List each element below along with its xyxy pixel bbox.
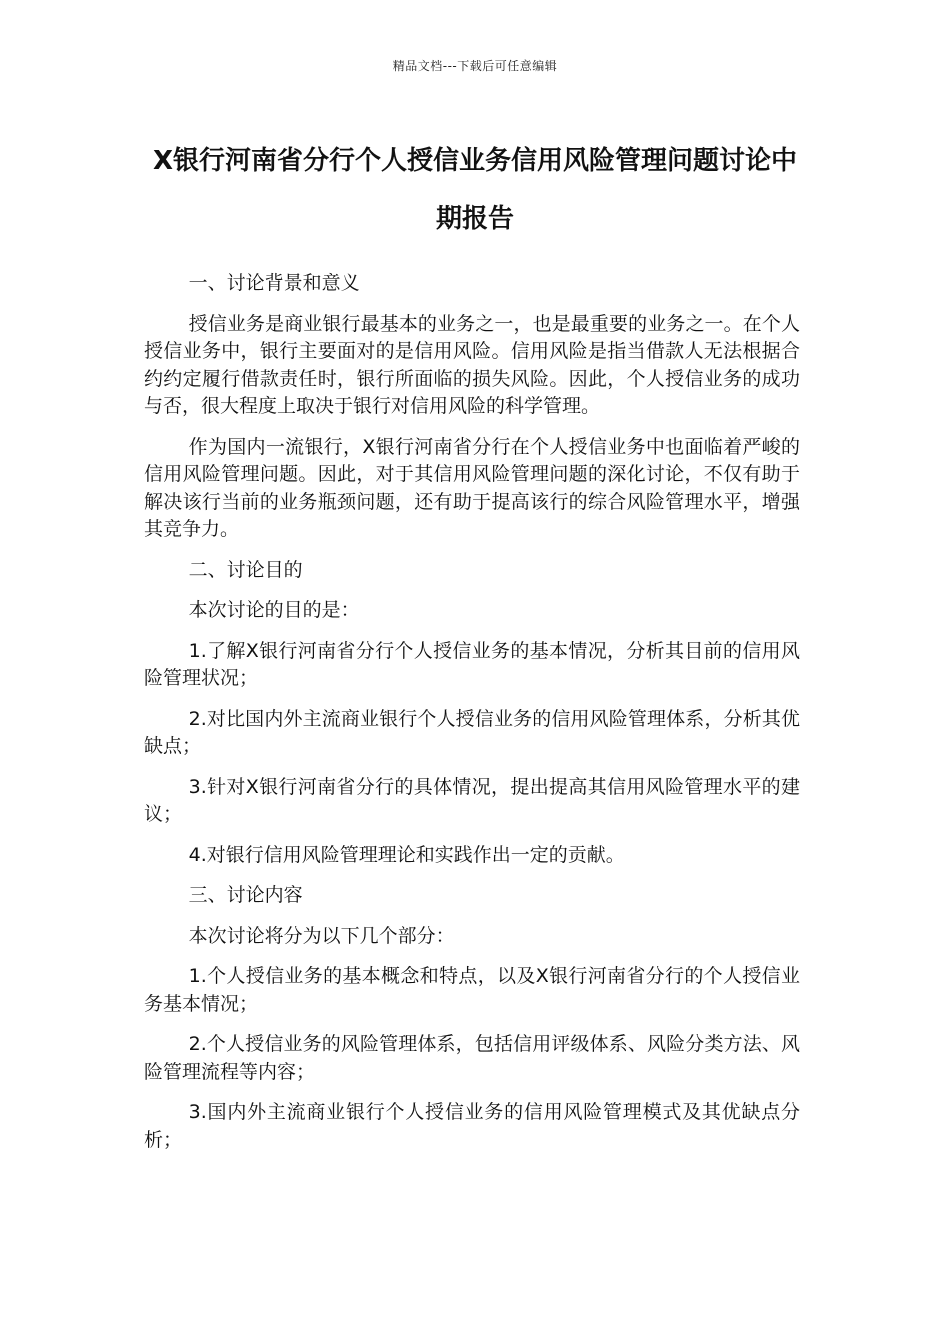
page-header-note: 精品文档---下载后可任意编辑 bbox=[392, 59, 558, 73]
list-item: 4.对银行信用风险管理理论和实践作出一定的贡献。 bbox=[188, 843, 625, 866]
list-item: 2.对比国内外主流商业银行个人授信业务的信用风险管理体系，分析其优缺点； bbox=[144, 707, 800, 757]
document-body bbox=[144, 270, 800, 1167]
list-item: 2.个人授信业务的风险管理体系，包括信用评级体系、风险分类方法、风险管理流程等内容； bbox=[144, 1033, 800, 1083]
list-item: 3.国内外主流商业银行个人授信业务的信用风险管理模式及其优缺点分析； bbox=[144, 1101, 800, 1151]
body-paragraph: 本次讨论将分为以下几个部分： bbox=[188, 924, 455, 947]
document-title: X银行河南省分行个人授信业务信用风险管理问题讨论中期报告 bbox=[152, 146, 798, 234]
body-paragraph: 授信业务是商业银行最基本的业务之一，也是最重要的业务之一。在个人授信业务中，银行主要面对的是信用风险。信用风险是指当借款人无法根据合约约定履行借款责任时，银行所面临的损失风险。因此，个人授信业务的成功与否，很大程度上取决于银行对信用风险的科学管理。 bbox=[144, 312, 800, 417]
body-paragraph: 作为国内一流银行，X银行河南省分行在个人授信业务中也面临着严峻的信用风险管理问题。因此，对于其信用风险管理问题的深化讨论，不仅有助于解决该行当前的业务瓶颈问题，还有助于提高该行的综合风险管理水平，增强其竞争力。 bbox=[144, 435, 800, 540]
list-item: 1.了解X银行河南省分行个人授信业务的基本情况，分析其目前的信用风险管理状况； bbox=[144, 639, 800, 689]
section-heading-purpose: 二、讨论目的 bbox=[188, 558, 303, 581]
list-item: 3.针对X银行河南省分行的具体情况，提出提高其信用风险管理水平的建议； bbox=[144, 775, 800, 825]
list-item: 1.个人授信业务的基本概念和特点，以及X银行河南省分行的个人授信业务基本情况； bbox=[144, 965, 800, 1015]
section-heading-content: 三、讨论内容 bbox=[188, 884, 303, 906]
section-heading-background: 一、讨论背景和意义 bbox=[188, 272, 360, 294]
body-paragraph: 本次讨论的目的是： bbox=[188, 599, 360, 621]
